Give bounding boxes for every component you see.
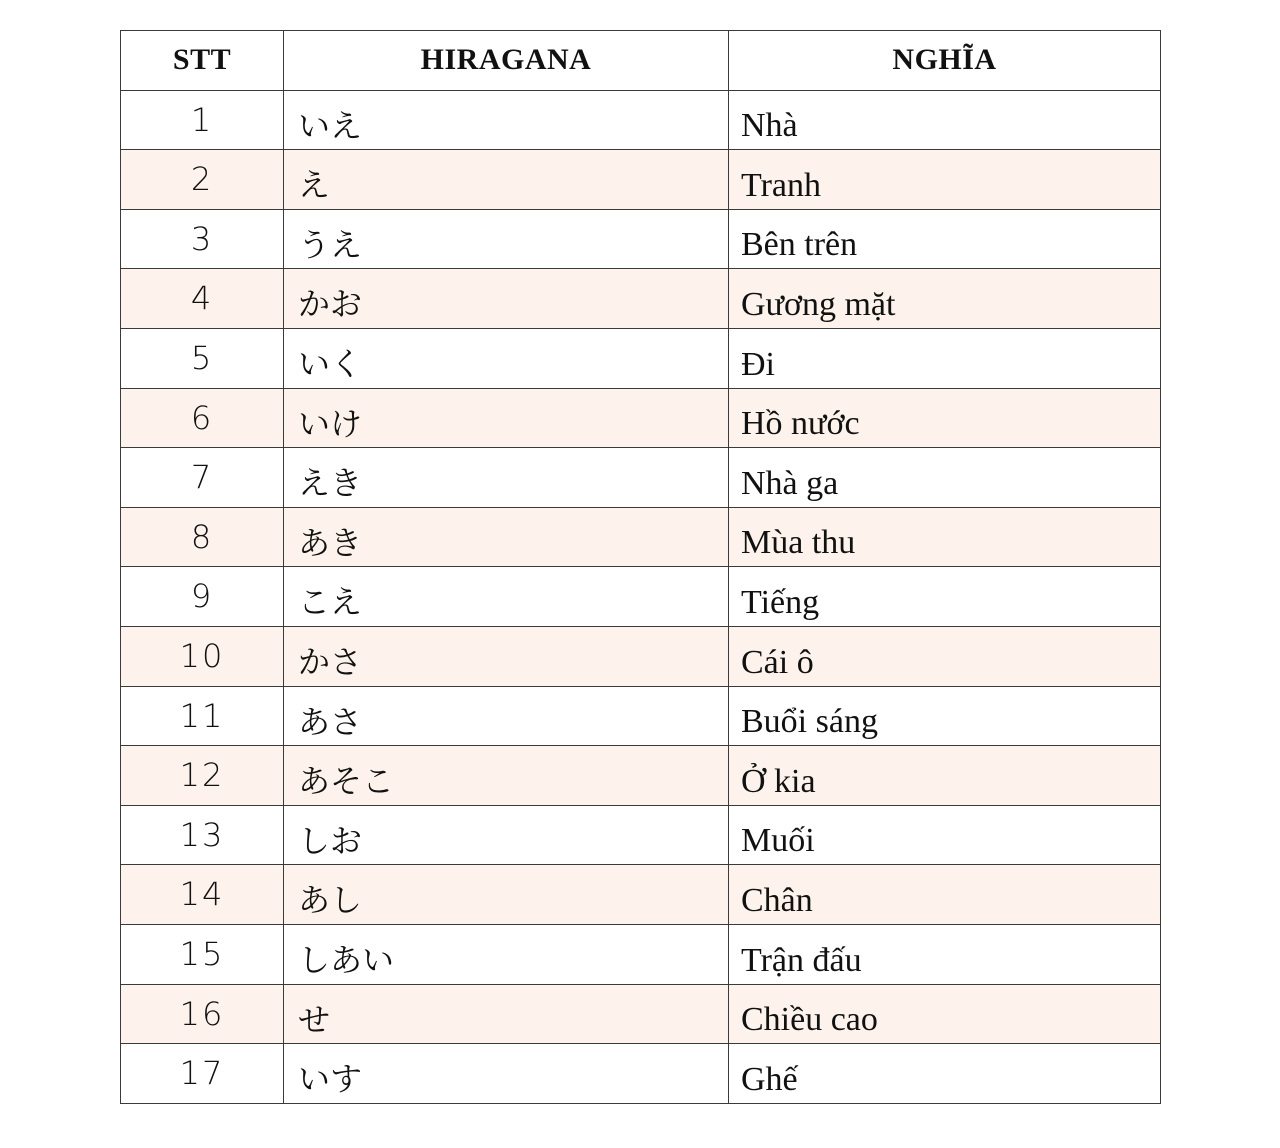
row-hiragana: かお [284,269,729,329]
row-hiragana: いす [284,1044,729,1104]
row-hiragana: せ [284,984,729,1044]
row-meaning: Mùa thu [729,507,1161,567]
table-row [121,984,1161,1044]
header-row [121,31,1161,91]
header-stt: STT [121,31,284,91]
table-row [121,388,1161,448]
row-number: 6 [121,388,284,448]
row-meaning: Tranh [729,150,1161,210]
row-number: 17 [121,1044,284,1104]
table-row [121,150,1161,210]
row-number: 5 [121,328,284,388]
table-row [121,507,1161,567]
table-row [121,746,1161,806]
table-row [121,448,1161,508]
row-hiragana: しお [284,805,729,865]
row-number: 9 [121,567,284,627]
row-hiragana: あさ [284,686,729,746]
row-number: 1 [121,90,284,150]
row-number: 11 [121,686,284,746]
row-hiragana: しあい [284,924,729,984]
row-hiragana: え [284,150,729,210]
vocabulary-table [120,30,1161,1104]
row-hiragana: うえ [284,209,729,269]
table-row [121,626,1161,686]
row-number: 4 [121,269,284,329]
row-meaning: Gương mặt [729,269,1161,329]
row-meaning: Cái ô [729,626,1161,686]
table-row [121,865,1161,925]
row-hiragana: いけ [284,388,729,448]
header-meaning: NGHĨA [729,31,1161,91]
row-hiragana: かさ [284,626,729,686]
row-hiragana: こえ [284,567,729,627]
table-row [121,805,1161,865]
row-hiragana: あそこ [284,746,729,806]
row-meaning: Ghế [729,1044,1161,1104]
table-row [121,328,1161,388]
table-body [121,90,1161,1103]
row-meaning: Nhà ga [729,448,1161,508]
header-hiragana: HIRAGANA [284,31,729,91]
row-meaning: Hồ nước [729,388,1161,448]
table-row [121,567,1161,627]
row-number: 10 [121,626,284,686]
row-hiragana: あき [284,507,729,567]
row-hiragana: いく [284,328,729,388]
table-row [121,269,1161,329]
row-hiragana: あし [284,865,729,925]
row-number: 16 [121,984,284,1044]
row-meaning: Chiều cao [729,984,1161,1044]
table-row [121,686,1161,746]
row-meaning: Trận đấu [729,924,1161,984]
table-row [121,209,1161,269]
row-hiragana: いえ [284,90,729,150]
row-number: 15 [121,924,284,984]
row-number: 3 [121,209,284,269]
table-header [121,31,1161,91]
row-meaning: Bên trên [729,209,1161,269]
row-number: 8 [121,507,284,567]
table-row [121,924,1161,984]
row-number: 13 [121,805,284,865]
row-hiragana: えき [284,448,729,508]
row-meaning: Ở kia [729,746,1161,806]
table-row [121,1044,1161,1104]
row-meaning: Muối [729,805,1161,865]
row-meaning: Chân [729,865,1161,925]
row-meaning: Buổi sáng [729,686,1161,746]
row-number: 12 [121,746,284,806]
row-number: 14 [121,865,284,925]
row-meaning: Đi [729,328,1161,388]
row-number: 2 [121,150,284,210]
row-meaning: Tiếng [729,567,1161,627]
row-meaning: Nhà [729,90,1161,150]
table-row [121,90,1161,150]
row-number: 7 [121,448,284,508]
